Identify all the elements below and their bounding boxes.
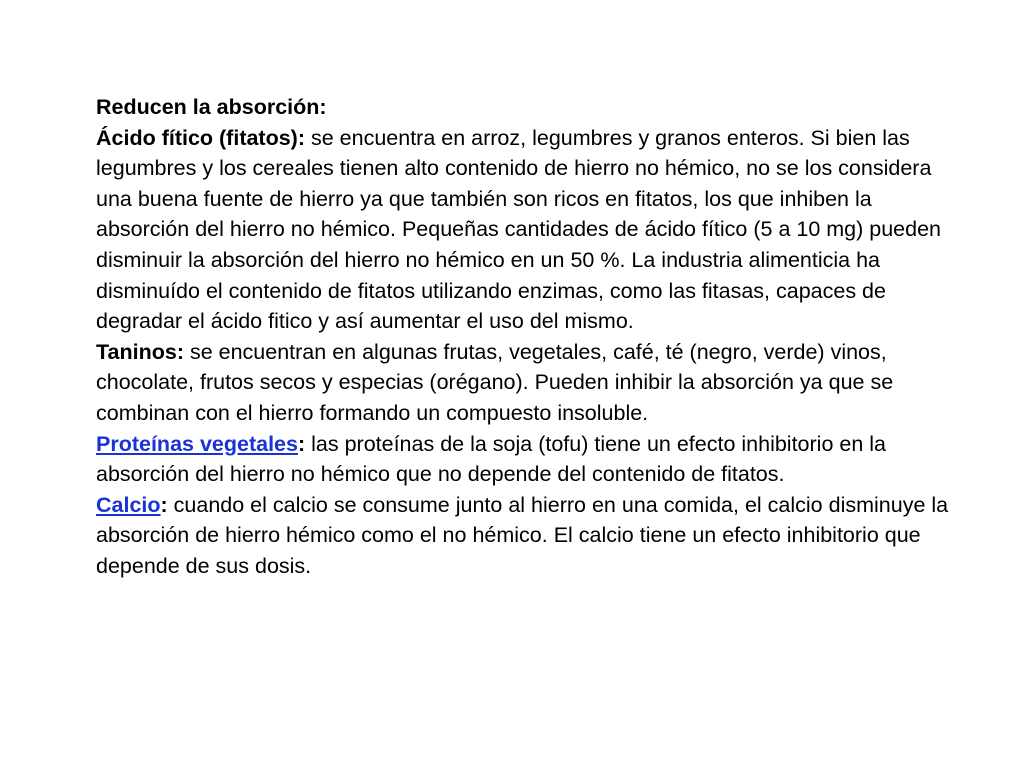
term-taninos: Taninos:	[96, 339, 184, 364]
text-proteinas: las proteínas de la soja (tofu) tiene un efecto inhibitorio en la absorción del hierro no hémico que no depende del contenido de fitatos.	[96, 431, 886, 487]
paragraph-taninos	[96, 337, 956, 429]
heading-text: Reducen la absorción:	[96, 95, 327, 119]
text-calcio: cuando el calcio se consume junto al hierro en una comida, el calcio disminuye la absorción de hierro hémico como el no hémico. El calcio tiene un efecto inhibitorio que depende de sus dosis.	[96, 492, 949, 578]
text-taninos: se encuentran en algunas frutas, vegetales, café, té (negro, verde) vinos, chocolate, frutos secos y especias (orégano). Pueden inhibir la absorción ya que se combinan con el hierro formando un compuesto insoluble.	[96, 339, 894, 425]
paragraph-fitatos	[96, 123, 956, 337]
link-proteinas-vegetales[interactable]: Proteínas vegetales	[96, 431, 298, 456]
colon-proteinas: :	[297, 431, 306, 456]
term-fitatos: Ácido fítico (fitatos):	[96, 125, 306, 150]
text-fitatos: se encuentra en arroz, legumbres y granos enteros. Si bien las legumbres y los cereales tienen alto contenido de hierro no hémico, no se los considera una buena fuente de hierro ya que también son ricos en fitatos, los que inhiben la absorción del hierro no hémico. Pequeñas cantidades de ácido fítico (5 a 10 mg) pueden disminuir la absorción del hierro no hémico en un 50 %. La industria alimenticia ha disminuído el contenido de fitatos utilizando enzimas, como las fitasas, capaces de degradar el ácido fitico y así aumentar el uso del mismo.	[96, 125, 942, 334]
colon-calcio: :	[160, 492, 168, 517]
paragraph-calcio	[96, 490, 956, 582]
link-calcio[interactable]: Calcio	[96, 492, 161, 517]
heading	[96, 92, 956, 123]
slide-content	[96, 92, 956, 582]
paragraph-proteinas	[96, 429, 956, 490]
